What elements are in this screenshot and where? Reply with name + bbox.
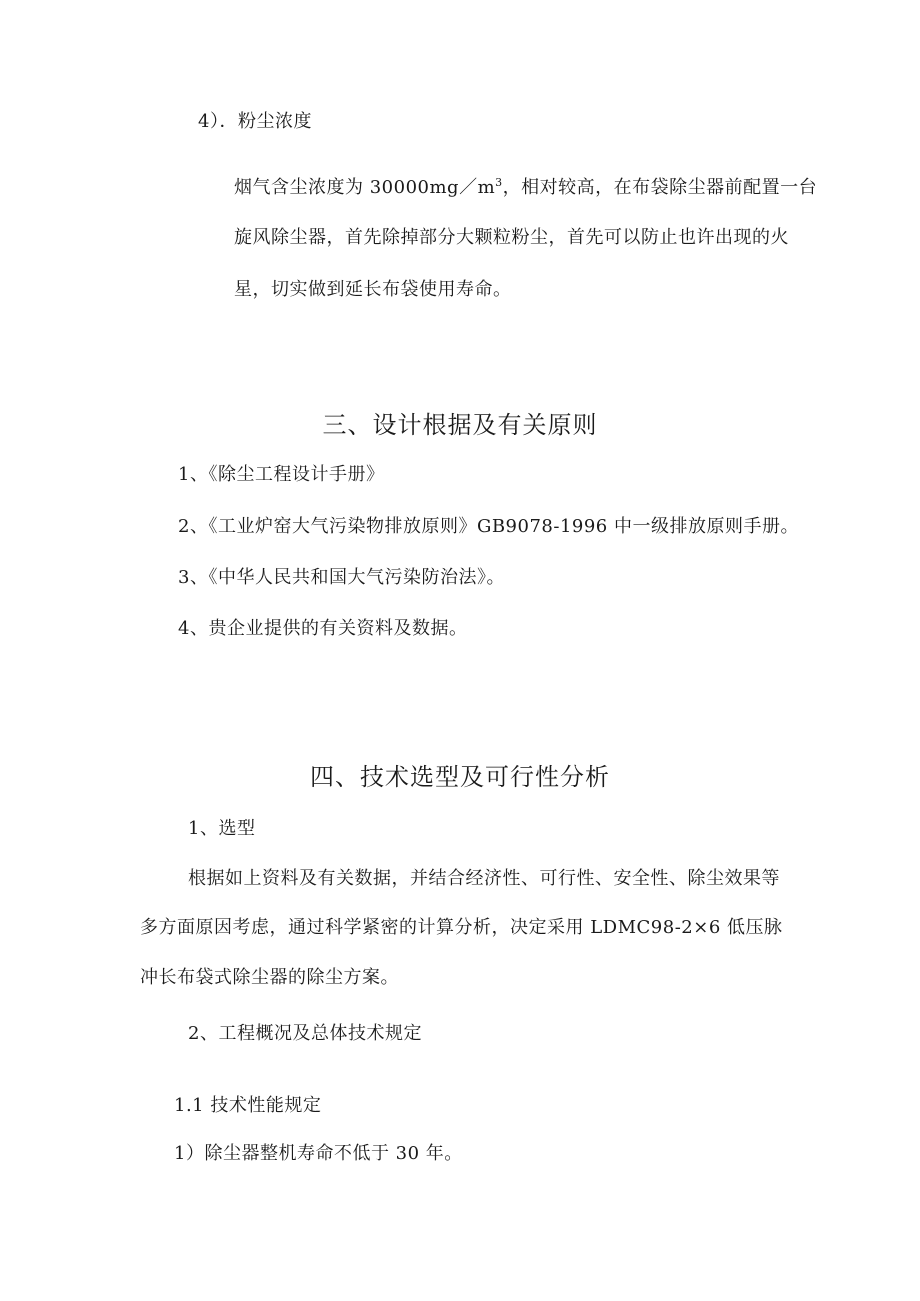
selection-paragraph-line-3: 冲长布袋式除尘器的除尘方案。 <box>140 967 399 988</box>
dust-paragraph-line-3: 星，切实做到延长布袋使用寿命。 <box>234 279 512 300</box>
selection-paragraph-line-2: 多方面原因考虑，通过科学紧密的计算分析，决定采用 LDMC98-2×6 低压脉 <box>140 917 783 938</box>
section-four-heading: 四、技术选型及可行性分析 <box>310 763 610 791</box>
section-three-item-1: 1、《除尘工程设计手册》 <box>178 464 385 485</box>
selection-paragraph-line-1: 根据如上资料及有关数据，并结合经济性、可行性、安全性、除尘效果等 <box>188 868 780 889</box>
dust-item-label: 4）．粉尘浓度 <box>198 111 312 132</box>
section-three-item-3: 3、《中华人民共和国大气污染防治法》。 <box>178 567 505 588</box>
dust-paragraph-line-1-suffix: ，相对较高，在布袋除尘器前配置一台 <box>502 177 818 198</box>
dust-paragraph-line-1-prefix: 烟气含尘浓度为 30000mg／m <box>234 177 496 198</box>
tech-performance-item-1: 1）除尘器整机寿命不低于 30 年。 <box>174 1143 463 1164</box>
tech-performance-label: 1.1 技术性能规定 <box>174 1095 322 1116</box>
dust-paragraph-superscript: 3 <box>495 176 503 189</box>
dust-paragraph-line-2: 旋风除尘器，首先除掉部分大颗粒粉尘，首先可以防止也许出现的火 <box>234 227 789 248</box>
project-overview-label: 2、工程概况及总体技术规定 <box>188 1023 422 1044</box>
section-three-heading: 三、设计根据及有关原则 <box>322 411 598 439</box>
dust-paragraph-line-1 <box>234 176 817 200</box>
section-three-item-2: 2、《工业炉窑大气污染物排放原则》GB9078-1996 中一级排放原则手册。 <box>178 516 799 537</box>
selection-label: 1、选型 <box>188 818 256 839</box>
section-three-item-4: 4、贵企业提供的有关资料及数据。 <box>178 618 468 639</box>
